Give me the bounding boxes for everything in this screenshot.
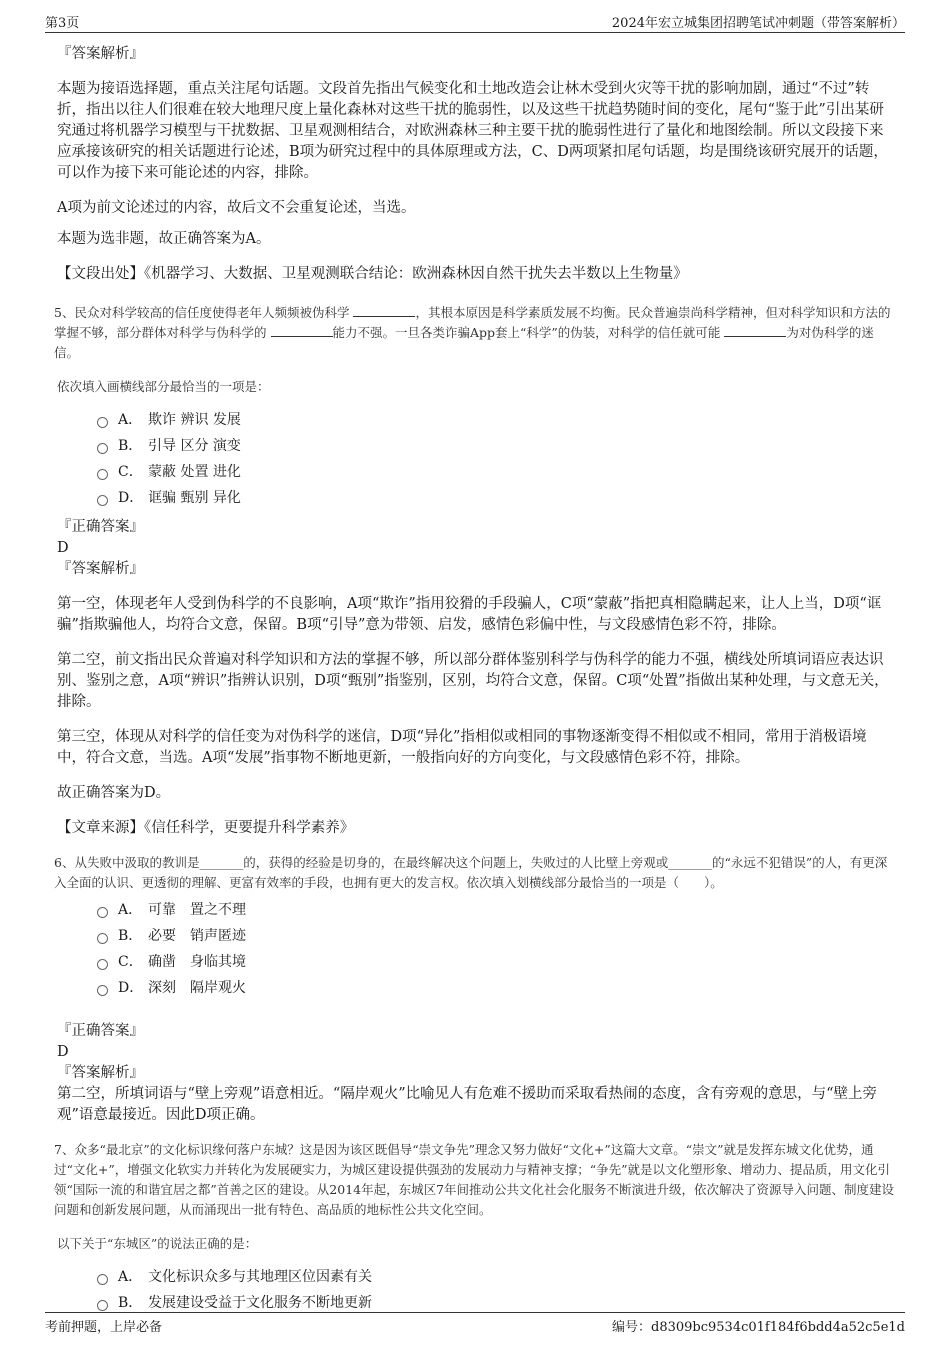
blank-1: [353, 304, 415, 317]
q5-option-d[interactable]: D． 诓骗 甄别 异化: [97, 485, 895, 511]
q7-prompt: 以下关于“东城区”的说法正确的是：: [57, 1236, 258, 1251]
q6-option-c[interactable]: C． 确凿 身临其境: [97, 949, 895, 975]
q5-option-b[interactable]: B． 引导 区分 演变: [97, 433, 895, 459]
radio-icon[interactable]: [97, 1300, 108, 1311]
page-footer: [45, 1312, 905, 1335]
q6-analysis-p1: 第二空，所填词语与“壁上旁观”语意相近。“隔岸观火”比喻见人有危难不援助而采取看热闹的态度，含有旁观的意思，与“壁上旁观”语意最接近。因此D项正确。: [57, 1086, 878, 1123]
content: [54, 44, 895, 1322]
radio-icon[interactable]: [97, 985, 108, 996]
radio-icon[interactable]: [97, 1274, 108, 1285]
blank-2: [271, 324, 333, 337]
page-header: [45, 12, 905, 33]
q5-source: 【文章来源】《信任科学，更要提升科学素养》: [57, 820, 355, 836]
radio-icon[interactable]: [97, 443, 108, 454]
q4-analysis-p2: A项为前文论述过的内容，故后文不会重复论述，当选。: [57, 200, 416, 216]
q7-option-b[interactable]: B． 发展建设受益于文化服务不断地更新: [97, 1290, 895, 1316]
q5-option-a[interactable]: A． 欺诈 辨识 发展: [97, 407, 895, 433]
radio-icon[interactable]: [97, 959, 108, 970]
q7-options: [97, 1264, 895, 1316]
document-id: 编号：d8309bc9534c01f184f6bdd4a52c5e1d: [612, 1320, 905, 1335]
q4-analysis-label: 『答案解析』: [57, 46, 144, 62]
q6-analysis-label: 『答案解析』: [57, 1065, 144, 1081]
q7-stem: 7、众多“最北京”的文化标识缘何落户东城？这是因为该区既倡导“崇文争先”理念又努力做好“文化+”这篇大文章。“崇文”就是发挥东城文化优势，通过“文化+”，增强文化软实力并转化为发展硬实力，为城区建设提供强劲的发展动力与精神支撑；“争先”就是以文化塑形象、增动力、提品质，用文化引领“国际一流的和谐宜居之都”首善之区的建设。从2014年起，东城区7年间推动公共文化社会化服务不断演进升级，依次解决了资源导入问题、制度建设问题和创新发展问题，从而涌现出一批有特色、高品质的地标性公共文化空间。: [54, 1142, 895, 1217]
q5-prompt: 依次填入画横线部分最恰当的一项是：: [57, 379, 270, 394]
q4-analysis-p3: 本题为选非题，故正确答案为A。: [57, 231, 271, 247]
q5-analysis-p1: 第一空，体现老年人受到伪科学的不良影响，A项“欺诈”指用狡猾的手段骗人，C项“蒙蔽”指把真相隐瞒起来，让人上当，D项“诓骗”指欺骗他人，均符合文意，保留。B项“引导”意为带领、启发，感情色彩偏中性，与文段感情色彩不符，排除。: [57, 596, 882, 633]
q5-stem: 5、民众对科学较高的信任度使得老年人频频被伪科学 ，其根本原因是科学素质发展不均衡。民众普遍崇尚科学精神，但对科学知识和方法的掌握不够，部分群体对科学与伪科学的 能力不强。一旦各类诈骗App套上“科学”的伪装，对科学的信任就可能 为对伪科学的迷信。: [54, 305, 891, 360]
q5-answer-label: 『正确答案』: [57, 519, 144, 535]
q5-options: [97, 407, 895, 511]
blank-3: [724, 324, 786, 337]
radio-icon[interactable]: [97, 469, 108, 480]
q5-analysis-label: 『答案解析』: [57, 561, 144, 577]
q4-analysis-p1: 本题为接语选择题，重点关注尾句话题。文段首先指出气候变化和土地改造会让林木受到火灾等干扰的影响加剧，通过“不过”转折，指出以往人们很难在较大地理尺度上量化森林对这些干扰的脆弱性，以及这些干扰趋势随时间的变化，尾句“鉴于此”引出某研究通过将机器学习模型与干扰数据、卫星观测相结合，对欧洲森林三种主要干扰的脆弱性进行了量化和地图绘制。所以文段接下来应承接该研究的相关话题进行论述，B项为研究过程中的具体原理或方法，C、D两项紧扣尾句话题，均是围绕该研究展开的话题，可以作为接下来可能论述的内容，排除。: [57, 81, 888, 181]
radio-icon[interactable]: [97, 933, 108, 944]
q6-stem: 6、从失败中汲取的教训是_______的，获得的经验是切身的，在最终解决这个问题上，失败过的人比壁上旁观或_______的“永远不犯错误”的人，有更深入全面的认识、更透彻的理解、更富有效率的手段，也拥有更大的发言权。依次填入划横线部分最恰当的一项是（ ）。: [54, 855, 888, 890]
q5-analysis-p2: 第二空，前文指出民众普遍对科学知识和方法的掌握不够，所以部分群体鉴别科学与伪科学的能力不强，横线处所填词语应表达识别、鉴别之意，A项“辨识”指辨认识别，D项“甄别”指鉴别，区别，均符合文意，保留。C项“处置”指做出某种处理，与文意无关，排除。: [57, 652, 889, 710]
q4-source: 【文段出处】《机器学习、大数据、卫星观测联合结论：欧洲森林因自然干扰失去半数以上生物量》: [57, 266, 688, 282]
radio-icon[interactable]: [97, 417, 108, 428]
q5-analysis-p4: 故正确答案为D。: [57, 785, 171, 801]
q6-answer: D: [57, 1044, 69, 1060]
q6-option-a[interactable]: A． 可靠 置之不理: [97, 897, 895, 923]
q5-option-c[interactable]: C． 蒙蔽 处置 进化: [97, 459, 895, 485]
radio-icon[interactable]: [97, 495, 108, 506]
q7-option-a[interactable]: A． 文化标识众多与其地理区位因素有关: [97, 1264, 895, 1290]
footer-slogan: 考前押题，上岸必备: [45, 1320, 163, 1335]
q5-analysis-p3: 第三空，体现从对科学的信任变为对伪科学的迷信，D项“异化”指相似或相同的事物逐渐变得不相似或不相同，常用于消极语境中，符合文意，当选。A项“发展”指事物不断地更新，一般指向好的方向变化，与文段感情色彩不符，排除。: [57, 729, 867, 766]
q6-options: [97, 897, 895, 1001]
q6-answer-label: 『正确答案』: [57, 1023, 144, 1039]
radio-icon[interactable]: [97, 907, 108, 918]
q6-option-b[interactable]: B． 必要 销声匿迹: [97, 923, 895, 949]
document-title: 2024年宏立城集团招聘笔试冲刺题（带答案解析）: [611, 16, 905, 31]
q5-answer: D: [57, 540, 69, 556]
page-number: 第3页: [45, 16, 80, 31]
q6-option-d[interactable]: D． 深刻 隔岸观火: [97, 975, 895, 1001]
